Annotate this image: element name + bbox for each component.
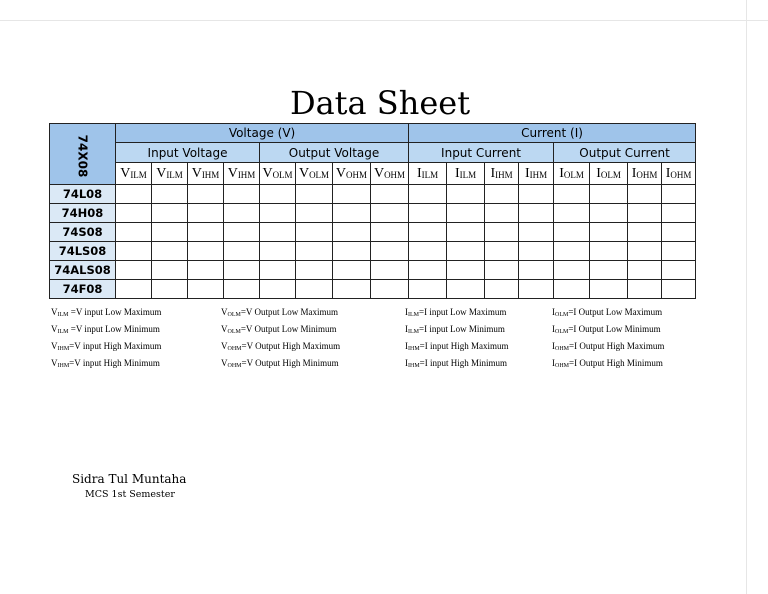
output-current-header: Output Current [554,143,696,163]
table-cell[interactable] [554,280,590,299]
table-cell[interactable] [260,223,296,242]
table-cell[interactable] [224,280,260,299]
legend-description: =V Output High Minimum [241,358,339,368]
table-cell[interactable] [485,261,519,280]
legend-subscript: ILM [57,312,69,318]
table-cell[interactable] [224,204,260,223]
table-cell[interactable] [333,223,371,242]
legend-subscript: ILM [57,329,69,335]
legend-symbol: V [221,341,228,351]
table-cell[interactable] [152,223,188,242]
table-cell[interactable] [260,261,296,280]
legend-subscript: OLM [555,329,569,335]
table-cell[interactable] [662,204,696,223]
table-cell[interactable] [296,261,333,280]
table-cell[interactable] [628,242,662,261]
table-row [50,242,696,261]
legend-symbol: I [552,324,555,334]
legend-entry [51,356,161,373]
table-cell[interactable] [447,261,485,280]
table-cell[interactable] [662,223,696,242]
parameter-subscript: OHM [384,169,406,180]
table-cell[interactable] [296,280,333,299]
table-cell[interactable] [554,204,590,223]
table-cell[interactable] [590,185,628,204]
legend-subscript: ILM [408,329,419,335]
table-cell[interactable] [519,261,554,280]
legend-symbol: I [405,324,408,334]
table-cell[interactable] [152,242,188,261]
parameter-subscript: OLM [272,169,293,180]
table-cell[interactable] [519,204,554,223]
parameter-symbol: V [156,165,167,181]
parameter-header [409,163,447,185]
table-cell[interactable] [409,280,447,299]
parameter-symbol: I [416,165,422,181]
parameter-header [519,163,554,185]
output-voltage-header: Output Voltage [260,143,409,163]
row-label: 74ALS08 [50,261,116,280]
table-cell[interactable] [409,242,447,261]
table-cell[interactable] [371,280,409,299]
legend-description: =I Output High Minimum [569,358,663,368]
legend-description: =V input High Maximum [69,341,162,351]
parameter-symbol: I [665,165,671,181]
row-label: 74LS08 [50,242,116,261]
table-row [50,280,696,299]
legend-entry [552,339,664,356]
legend-description: =I input High Minimum [419,358,507,368]
parameter-symbol: I [631,165,637,181]
legend-subscript: OLM [555,312,569,318]
legend-subscript: IHM [408,363,420,369]
legend-description: =I Output High Maximum [569,341,665,351]
parameter-subscript: OHM [346,169,368,180]
legend-symbol: I [405,307,408,317]
parameter-header [554,163,590,185]
parameter-header [333,163,371,185]
parameter-symbol: I [490,165,496,181]
parameter-symbol: V [298,165,310,181]
table-cell[interactable] [628,223,662,242]
table-cell[interactable] [447,185,485,204]
parameter-header [224,163,260,185]
current-group-header: Current (I) [409,124,696,143]
table-cell[interactable] [447,223,485,242]
table-cell[interactable] [371,261,409,280]
parameter-subscript: IHM [495,169,513,180]
table-cell[interactable] [662,185,696,204]
table-cell[interactable] [662,261,696,280]
table-cell[interactable] [116,204,152,223]
corner-label: 74X08 [75,134,90,177]
table-cell[interactable] [188,204,224,223]
parameter-symbol: V [373,165,385,181]
legend-description: =V input High Minimum [69,358,160,368]
legend-symbol: I [405,358,408,368]
input-current-header: Input Current [409,143,554,163]
legend-description: =I input High Maximum [419,341,509,351]
table-cell[interactable] [409,185,447,204]
table-cell[interactable] [628,261,662,280]
table-cell[interactable] [152,185,188,204]
legend-symbol: I [405,341,408,351]
table-cell[interactable] [590,242,628,261]
legend-subscript: IHM [57,363,70,369]
row-label: 74H08 [50,204,116,223]
table-cell[interactable] [409,204,447,223]
parameter-subscript: OHM [636,169,658,180]
table-cell[interactable] [554,223,590,242]
table-cell[interactable] [519,242,554,261]
table-cell[interactable] [590,223,628,242]
legend-subscript: OLM [227,329,241,335]
page-guide-horizontal [0,20,768,21]
table-cell[interactable] [224,185,260,204]
legend-subscript: OHM [555,363,570,369]
parameter-symbol: V [262,165,273,181]
table-cell[interactable] [485,242,519,261]
table-cell[interactable] [333,242,371,261]
table-cell[interactable] [152,204,188,223]
table-cell[interactable] [333,204,371,223]
parameter-symbol: V [335,165,347,181]
table-cell[interactable] [296,185,333,204]
parameter-symbol: V [191,165,202,181]
legend-column [51,305,161,373]
legend-entry [405,356,509,373]
table-cell[interactable] [188,280,224,299]
legend-column [552,305,664,373]
parameter-subscript: IHM [201,169,220,180]
table-cell[interactable] [519,185,554,204]
legend-column [405,305,509,373]
row-label: 74F08 [50,280,116,299]
legend-symbol: V [221,307,228,317]
table-cell[interactable] [554,185,590,204]
table-cell[interactable] [628,185,662,204]
table-cell[interactable] [485,223,519,242]
voltage-group-header: Voltage (V) [116,124,409,143]
parameter-subscript: IHM [237,169,256,180]
table-cell[interactable] [519,280,554,299]
legend-entry [221,322,340,339]
legend-entry [552,305,664,322]
parameter-header [628,163,662,185]
table-cell[interactable] [188,185,224,204]
page-title: Data Sheet [289,84,471,122]
table-cell[interactable] [554,242,590,261]
parameter-subscript: OLM [600,169,621,180]
legend-description: =V Output Low Maximum [240,307,339,317]
legend-entry [221,339,340,356]
table-cell[interactable] [116,242,152,261]
legend-subscript: ILM [408,312,419,318]
table-cell[interactable] [224,223,260,242]
table-cell[interactable] [116,223,152,242]
table-cell[interactable] [260,204,296,223]
table-cell[interactable] [447,242,485,261]
table-cell[interactable] [224,261,260,280]
table-cell[interactable] [296,223,333,242]
author-name: Sidra Tul Muntaha [72,472,187,486]
parameter-header [371,163,409,185]
table-row [50,185,696,204]
legend-entry [405,305,509,322]
parameter-header [116,163,152,185]
table-cell[interactable] [447,204,485,223]
table-cell[interactable] [188,223,224,242]
legend-description: =V Output High Maximum [241,341,341,351]
legend-description: =I input Low Maximum [419,307,507,317]
table-cell[interactable] [485,204,519,223]
row-label: 74L08 [50,185,116,204]
legend-subscript: OLM [227,312,241,318]
parameter-header [447,163,485,185]
parameter-header [296,163,333,185]
parameter-symbol: V [227,165,238,181]
table-cell[interactable] [447,280,485,299]
group-header-row [50,124,696,143]
legend-subscript: OHM [555,346,570,352]
parameter-subscript: ILM [459,169,477,180]
table-cell[interactable] [116,185,152,204]
legend-description: =V Output Low Minimum [240,324,337,334]
legend-description: =I Output Low Minimum [568,324,661,334]
legend-description: =V input Low Maximum [68,307,162,317]
corner-label-cell [50,124,116,185]
input-voltage-header: Input Voltage [116,143,260,163]
table-cell[interactable] [590,280,628,299]
legend-symbol: I [552,358,555,368]
table-cell[interactable] [260,242,296,261]
table-cell[interactable] [296,204,333,223]
table-cell[interactable] [333,185,371,204]
parameter-subscript: OLM [309,169,330,180]
sub-header-row [50,143,696,163]
table-cell[interactable] [188,261,224,280]
parameter-header [188,163,224,185]
legend-symbol: V [221,358,228,368]
parameter-subscript: OLM [563,169,584,180]
table-cell[interactable] [371,185,409,204]
legend-entry [552,322,664,339]
legend-description: =I input Low Minimum [419,324,505,334]
legend-symbol: I [552,307,555,317]
legend-description: =I Output Low Maximum [568,307,663,317]
parameter-symbol: I [559,165,564,181]
table-cell[interactable] [409,261,447,280]
legend-symbol: V [51,341,58,351]
parameter-subscript: ILM [130,169,147,180]
table-cell[interactable] [554,261,590,280]
parameter-subscript: ILM [166,169,183,180]
legend-entry [51,305,161,322]
parameter-subscript: ILM [421,169,439,180]
parameter-symbol: I [524,165,530,181]
legend-subscript: OHM [227,346,242,352]
table-cell[interactable] [371,223,409,242]
legend-subscript: OHM [227,363,242,369]
row-label: 74S08 [50,223,116,242]
table-cell[interactable] [628,280,662,299]
table-cell[interactable] [662,242,696,261]
legend-symbol: V [51,358,58,368]
table-cell[interactable] [333,280,371,299]
legend-description: =V input Low Minimum [68,324,160,334]
table-cell[interactable] [590,261,628,280]
legend-entry [51,322,161,339]
legend-subscript: IHM [57,346,70,352]
table-cell[interactable] [333,261,371,280]
table-cell[interactable] [296,242,333,261]
data-sheet-table [49,123,696,299]
legend-symbol: V [51,324,58,334]
parameter-header [485,163,519,185]
table-cell[interactable] [485,185,519,204]
legend-symbol: V [221,324,228,334]
parameter-header [260,163,296,185]
table-row [50,204,696,223]
table-cell[interactable] [224,242,260,261]
table-cell[interactable] [519,223,554,242]
table-cell[interactable] [371,204,409,223]
parameter-subscript: IHM [529,169,548,180]
legend-entry [405,322,509,339]
table-cell[interactable] [409,223,447,242]
legend-symbol: V [51,307,58,317]
table-cell[interactable] [628,204,662,223]
parameter-subscript: OHM [670,169,692,180]
table-cell[interactable] [188,242,224,261]
parameter-symbol: V [120,165,131,181]
table-cell[interactable] [590,204,628,223]
table-row [50,261,696,280]
legend-entry [221,305,340,322]
table-cell[interactable] [260,280,296,299]
legend-entry [221,356,340,373]
legend-entry [405,339,509,356]
parameter-header [662,163,696,185]
legend-symbol: I [552,341,555,351]
parameter-header [590,163,628,185]
legend-entry [51,339,161,356]
table-cell[interactable] [260,185,296,204]
table-cell[interactable] [371,242,409,261]
parameter-header-row [50,163,696,185]
table-cell[interactable] [152,261,188,280]
parameter-header [152,163,188,185]
table-cell[interactable] [485,280,519,299]
table-cell[interactable] [152,280,188,299]
table-cell[interactable] [116,261,152,280]
legend-column [221,305,340,373]
legend-subscript: IHM [408,346,420,352]
author-course: MCS 1st Semester [85,489,175,500]
table-row [50,223,696,242]
table-cell[interactable] [116,280,152,299]
table-cell[interactable] [662,280,696,299]
parameter-symbol: I [596,165,601,181]
parameter-symbol: I [454,165,460,181]
legend-entry [552,356,664,373]
